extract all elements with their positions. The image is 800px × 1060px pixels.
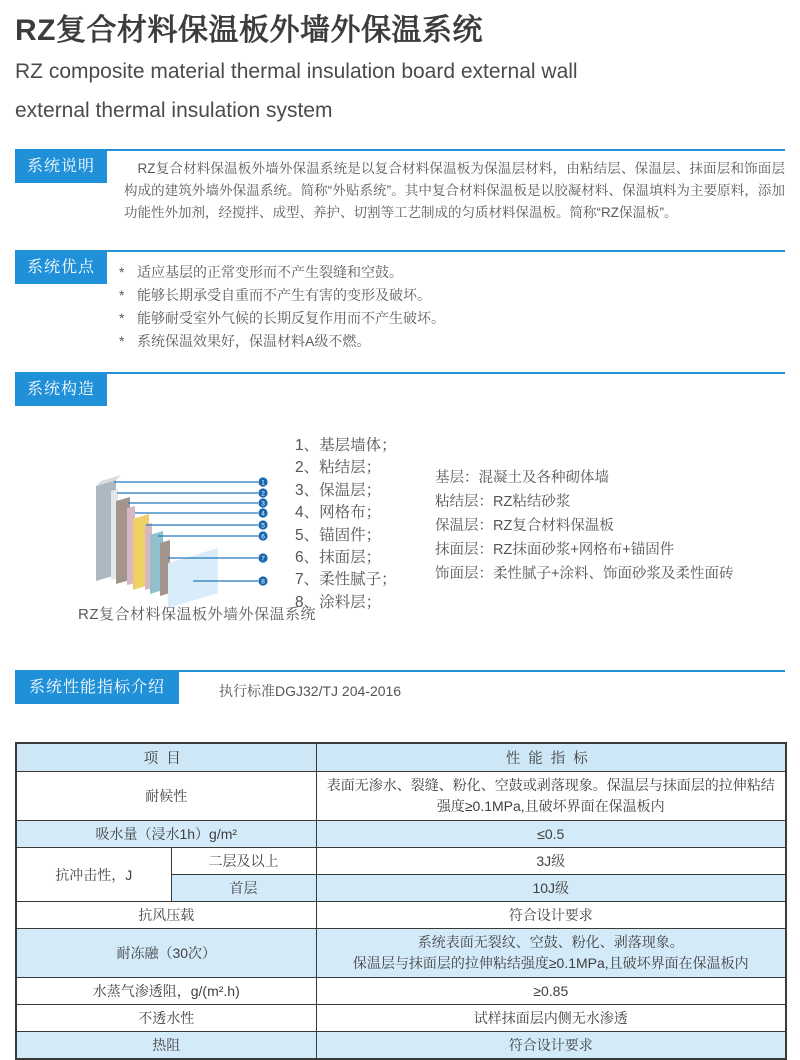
row-sublabel: 首层	[171, 875, 316, 902]
callout-number-8: 8	[261, 578, 265, 586]
advantage-text: 系统保温效果好，保温材料A级不燃。	[137, 333, 371, 349]
table-row	[16, 1005, 786, 1032]
row-value	[316, 929, 786, 978]
description-text: RZ复合材料保温板外墙外保温系统是以复合材料保温板为保温层材料，由粘结层、保温层、抹面层和饰面层构成的建筑外墙外保温系统。简称“外贴系统”。其中复合材料保温板是以胶凝材料、保温填料为主要原料，添加功能性外加剂，经搅拌、成型、养护、切割等工艺制成的匀质材料保温板。简称“RZ保温板”。	[124, 161, 785, 220]
callout-number-1: 1	[261, 479, 265, 487]
bullet-marker: *	[119, 333, 125, 349]
page-subtitle-line1: RZ composite material thermal insulation board external wall	[15, 60, 578, 83]
detail-line: 抹面层：RZ抹面砂浆+网格布+锚固件	[435, 542, 675, 558]
section-description	[15, 149, 785, 250]
advantage-text: 能够长期承受自重而不产生有害的变形及破坏。	[137, 287, 432, 303]
detail-line: 基层：混凝土及各种砌体墙	[435, 470, 609, 486]
column-header-item: 项目	[16, 743, 316, 772]
legend-item: 8、涂料层；	[295, 593, 382, 611]
wall-layers-diagram	[88, 470, 288, 612]
bullet-marker: *	[119, 310, 125, 326]
row-label: 抗风压载	[16, 902, 316, 929]
callout-number-4: 4	[261, 510, 265, 518]
callout-number-6: 6	[261, 533, 265, 541]
section-structure-badge: 系统构造	[15, 374, 107, 406]
detail-line: 粘结层：RZ粘结砂浆	[435, 494, 571, 510]
table-row	[16, 978, 786, 1005]
advantages-list	[119, 252, 445, 372]
list-item	[119, 307, 445, 330]
page-title: RZ复合材料保温板外墙外保温系统	[15, 14, 483, 47]
table-row	[16, 902, 786, 929]
bullet-marker: *	[119, 264, 125, 280]
callout-number-2: 2	[261, 490, 265, 498]
legend-item: 5、锚固件；	[295, 526, 382, 544]
table-row	[16, 1032, 786, 1060]
layer-finish-panel	[168, 548, 218, 608]
row-label: 不透水性	[16, 1005, 316, 1032]
table-row	[16, 929, 786, 978]
advantage-text: 能够耐受室外气候的长期反复作用而不产生破坏。	[137, 310, 446, 326]
section-advantages-badge: 系统优点	[15, 252, 107, 284]
table-row	[16, 821, 786, 848]
bullet-marker: *	[119, 287, 125, 303]
section-structure	[15, 372, 785, 655]
row-value: ≥0.85	[316, 978, 786, 1005]
legend-item: 4、网格布；	[295, 504, 382, 522]
row-label: 抗冲击性，J	[16, 848, 171, 902]
legend-item: 3、保温层；	[295, 481, 382, 499]
row-value: 10J级	[316, 875, 786, 902]
legend-item: 2、粘结层；	[295, 459, 382, 477]
title-block	[0, 0, 800, 128]
callout-number-3: 3	[261, 500, 265, 508]
table-row	[16, 848, 786, 875]
section-performance-badge: 系统性能指标介绍	[15, 672, 179, 704]
section-advantages	[15, 250, 785, 372]
row-label: 吸水量（浸水1h）g/m²	[16, 821, 316, 848]
layer-legend	[295, 435, 397, 614]
row-value: ≤0.5	[316, 821, 786, 848]
row-value-line2: 保温层与抹面层的拉伸粘结强度≥0.1MPa,且破坏界面在保温板内	[352, 955, 749, 971]
row-value: 3J级	[316, 848, 786, 875]
table-row	[16, 772, 786, 821]
row-label: 水蒸气渗透阻，g/(m².h)	[16, 978, 316, 1005]
layer-details	[435, 466, 733, 586]
row-sublabel: 二层及以上	[171, 848, 316, 875]
list-item	[119, 284, 445, 307]
detail-line: 保温层：RZ复合材料保温板	[435, 518, 614, 534]
section-performance	[15, 670, 785, 1060]
advantage-text: 适应基层的正常变形而不产生裂缝和空鼓。	[137, 264, 404, 280]
row-label: 耐候性	[16, 772, 316, 821]
row-value: 表面无渗水、裂缝、粉化、空鼓或剥落现象。保温层与抹面层的拉伸粘结强度≥0.1MPa,且破坏界面在保温板内	[316, 772, 786, 821]
row-value-line1: 系统表面无裂纹、空鼓、粉化、剥落现象。	[417, 934, 684, 950]
list-item	[119, 261, 445, 284]
row-label: 热阻	[16, 1032, 316, 1060]
callout-circles	[258, 477, 267, 585]
performance-table	[15, 742, 787, 1060]
row-value: 符合设计要求	[316, 1032, 786, 1060]
callout-number-7: 7	[261, 555, 265, 563]
structure-content	[15, 406, 785, 655]
diagram-caption: RZ复合材料保温板外墙外保温系统	[78, 606, 316, 623]
page-subtitle-line2: external thermal insulation system	[15, 99, 333, 122]
column-header-index: 性能指标	[316, 743, 786, 772]
detail-line: 饰面层：柔性腻子+涂料、饰面砂浆及柔性面砖	[435, 566, 734, 582]
list-item	[119, 330, 445, 353]
callout-number-5: 5	[261, 522, 265, 530]
row-value: 试样抹面层内侧无水渗透	[316, 1005, 786, 1032]
legend-item: 6、抹面层；	[295, 549, 382, 567]
standard-reference: 执行标准DGJ32/TJ 204-2016	[219, 683, 402, 699]
row-value: 符合设计要求	[316, 902, 786, 929]
row-label: 耐冻融（30次）	[16, 929, 316, 978]
legend-item: 7、柔性腻子；	[295, 571, 397, 589]
table-header-row	[16, 743, 786, 772]
section-description-badge: 系统说明	[15, 151, 107, 183]
legend-item: 1、基层墙体；	[295, 437, 397, 454]
